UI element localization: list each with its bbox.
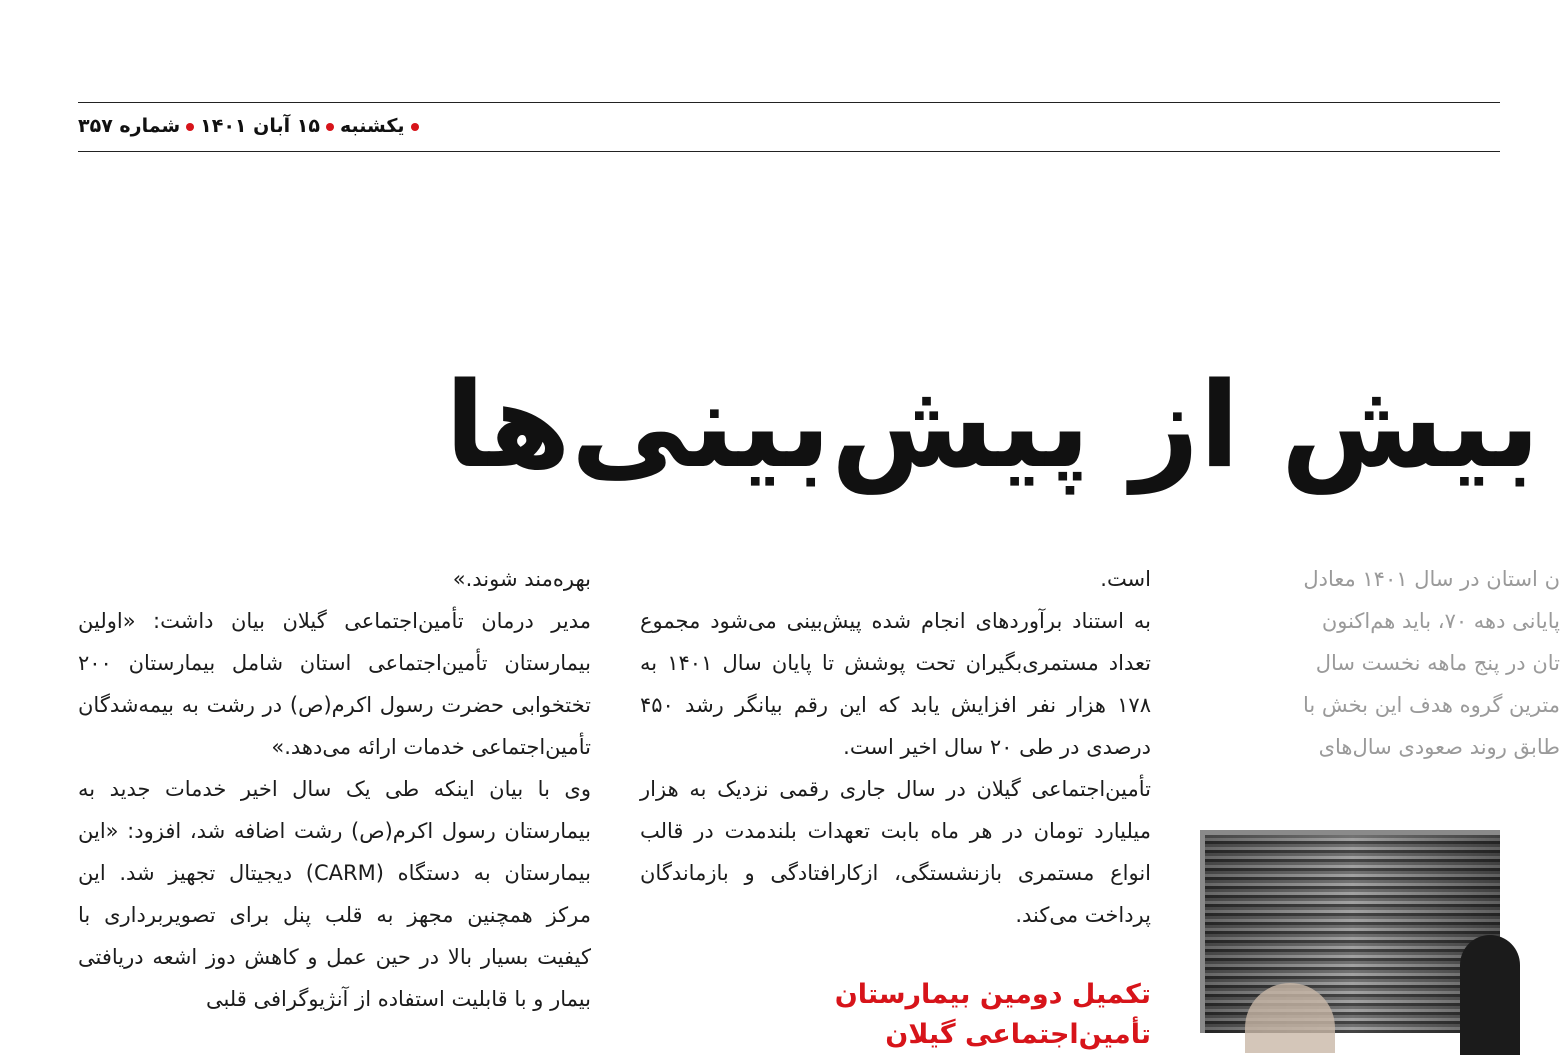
bullet-dot-icon [411, 123, 419, 131]
article-column-right [1208, 558, 1560, 778]
paragraph: بهره‌مند شوند.» [452, 567, 591, 591]
bullet-dot-icon [186, 123, 194, 131]
news-photo-icon [1200, 830, 1500, 1033]
section-subhead: تکمیل دومین بیمارستان تأمین‌اجتماعی گیلان [834, 979, 1151, 1050]
photo-shading [1205, 835, 1500, 1033]
headline-text: بیش از پیش‌بینی‌ها [444, 356, 1540, 494]
header-bottom-rule [78, 151, 1500, 152]
bullet-dot-icon [326, 123, 334, 131]
paragraph: مدیر درمان تأمین‌اجتماعی گیلان بیان داشت: «اولین بیمارستان تأمین‌اجتماعی استان شامل بیمارستان ۲۰۰ تختخوابی حضرت رسول اکرم(ص) در رشت به بیمه‌شدگان تأمین‌اجتماعی خدمات ارائه می‌دهد.» [78, 609, 591, 759]
headline [444, 345, 1540, 515]
column-line: پایانی دهه ۷۰، باید هم‌اکنون [1321, 609, 1560, 633]
article-column-left [78, 558, 591, 1033]
paragraph: است. [1100, 567, 1151, 591]
header-top-rule [78, 102, 1500, 103]
dateline-issue: شماره ۳۵۷ [78, 115, 181, 137]
article-column-middle [640, 558, 1151, 938]
paragraph: تأمین‌اجتماعی گیلان در سال جاری رقمی نزدیک به هزار میلیارد تومان در هر ماه بابت تعهدات بلندمدت در قالب انواع مستمری بازنشستگی، ازکارافتادگی و بازماندگان پرداخت می‌کند. [640, 777, 1151, 927]
dateline [78, 111, 425, 141]
column-line: ن استان در سال ۱۴۰۱ معادل [1303, 567, 1560, 591]
column-line: مترین گروه هدف این بخش با [1302, 693, 1560, 717]
photo-person-silhouette [1460, 935, 1520, 1055]
dateline-date: ۱۵ آبان ۱۴۰۱ [200, 115, 320, 137]
paragraph: وی با بیان اینکه طی یک سال اخیر خدمات جدید به بیمارستان رسول اکرم(ص) رشت اضافه شد، افزود: «این بیمارستان به دستگاه (CARM) دیجیتال تجهیز شد. این مرکز همچنین مجهز به قلب پنل برای تصویربرداری با کیفیت بسیار بالا در حین عمل و کاهش دوز اشعه دریافتی بیمار و با قابلیت استفاده از آنژیوگرافی قلبی [78, 777, 591, 1011]
dateline-day: یکشنبه [339, 115, 405, 137]
column-line: تان در پنج ماهه نخست سال [1315, 651, 1560, 675]
paragraph: به استناد برآوردهای انجام شده پیش‌بینی می‌شود مجموع تعداد مستمری‌بگیران تحت پوشش تا پایان سال ۱۴۰۱ به ۱۷۸ هزار نفر افزایش یابد که این رقم بیانگر رشد ۴۵۰ درصدی در طی ۲۰ سال اخیر است. [640, 609, 1151, 759]
column-line: طابق روند صعودی سال‌های [1318, 735, 1560, 759]
